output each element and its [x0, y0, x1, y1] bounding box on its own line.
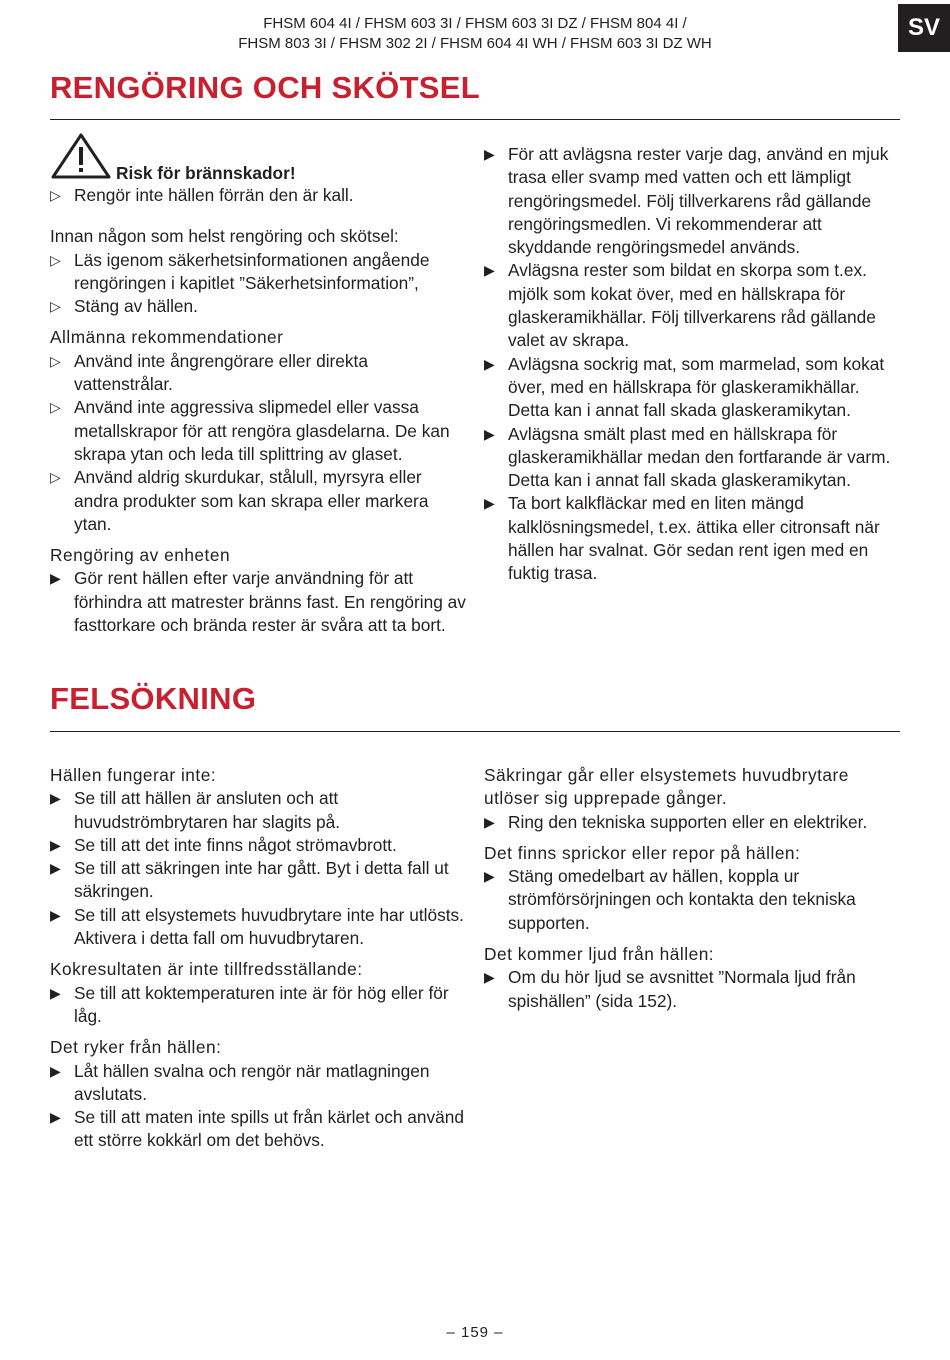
general-recommendations-list	[50, 350, 470, 536]
list-item: ▷ Läs igenom säkerhetsinformationen angående rengöringen i kapitlet ”Säkerhetsinformation”,	[50, 249, 470, 296]
troubleshooting-right-column	[484, 764, 902, 1013]
list-item: ▶ Se till att maten inte spills ut från kärlet och använd ett större kokkärl om det behövs.	[50, 1106, 470, 1153]
list-item: ▶ Låt hällen svalna och rengör när matlagningen avslutats.	[50, 1060, 470, 1107]
intro-list	[50, 249, 470, 319]
list-item: ▶ Stäng omedelbart av hällen, koppla ur strömförsörjningen och kontakta den tekniska supporten.	[484, 865, 902, 935]
problem-list	[484, 811, 902, 834]
list-item: ▶ Ring den tekniska supporten eller en elektriker.	[484, 811, 902, 834]
model-list	[190, 14, 760, 54]
list-item: ▶ Se till att det inte finns något strömavbrott.	[50, 834, 470, 857]
problem-heading: Det finns sprickor eller repor på hällen:	[484, 842, 801, 863]
section-divider	[50, 731, 900, 732]
section-title-troubleshooting: FELSÖKNING	[50, 681, 257, 716]
problem-heading: Kokresultaten är inte tillfredsställande:	[50, 959, 363, 980]
problem-list	[50, 982, 470, 1029]
list-item: ▶ Gör rent hällen efter varje användning för att förhindra att matrester bränns fast. En rengöring av fasttorkare och brända rester är svåra att ta bort.	[50, 567, 470, 637]
troubleshooting-left-column	[50, 764, 470, 1153]
section-divider	[50, 119, 900, 120]
model-list-line-2: FHSM 803 3I / FHSM 302 2I / FHSM 604 4I WH / FHSM 603 3I DZ WH	[238, 35, 712, 52]
section-title-cleaning: RENGÖRING OCH SKÖTSEL	[50, 70, 480, 105]
list-item: ▶ Om du hör ljud se avsnittet ”Normala ljud från spishällen” (sida 152).	[484, 966, 902, 1013]
problem-list	[484, 966, 902, 1013]
intro-text: Innan någon som helst rengöring och skötsel:	[50, 226, 399, 247]
problem-list	[484, 865, 902, 935]
general-recommendations-heading: Allmänna rekommendationer	[50, 327, 284, 348]
list-item: ▶ Avlägsna sockrig mat, som marmelad, som kokat över, med en hällskrapa för glaskeramikhällar. Detta kan i annat fall skada glaskeramikytan.	[484, 353, 902, 423]
list-item: ▶ Avlägsna rester som bildat en skorpa som t.ex. mjölk som kokat över, med en hällskrapa för glaskeramikhällar. Följ tillverkarens råd gällande valet av skrapa.	[484, 259, 902, 352]
warning-block	[50, 132, 470, 184]
warning-title: Risk för brännskador!	[116, 163, 296, 183]
problem-list	[50, 787, 470, 950]
list-item: ▷ Stäng av hällen.	[50, 295, 470, 318]
model-list-line-1: FHSM 604 4I / FHSM 603 3I / FHSM 603 3I DZ / FHSM 804 4I /	[263, 15, 687, 32]
problem-heading: Det ryker från hällen:	[50, 1037, 222, 1058]
list-item: ▶ Ta bort kalkfläckar med en liten mängd kalklösningsmedel, t.ex. ättika eller citronsaft när hällen har svalnat. Gör sedan rent igen med en fuktig trasa.	[484, 492, 902, 585]
cleaning-steps-list	[484, 143, 902, 586]
language-badge: SV	[898, 4, 950, 52]
cleaning-unit-list	[50, 567, 470, 637]
list-item: ▷ Använd inte aggressiva slipmedel eller vassa metallskrapor för att rengöra glasdelarna. De kan skrapa ytan och leda till splittring av glaset.	[50, 396, 470, 466]
page-number: – 159 –	[446, 1324, 504, 1341]
list-item: ▶ Se till att koktemperaturen inte är för hög eller för låg.	[50, 982, 470, 1029]
warning-list	[50, 184, 470, 207]
list-item: ▷ Använd aldrig skurdukar, stålull, myrsyra eller andra produkter som kan skrapa eller markera ytan.	[50, 466, 470, 536]
list-item: ▶ Se till att elsystemets huvudbrytare inte har utlösts. Aktivera i detta fall om huvudbrytaren.	[50, 904, 470, 951]
warning-triangle-icon	[50, 132, 112, 180]
cleaning-unit-heading: Rengöring av enheten	[50, 545, 231, 566]
list-item: ▶ Se till att hällen är ansluten och att huvudströmbrytaren har slagits på.	[50, 787, 470, 834]
cleaning-right-column	[484, 143, 902, 586]
list-item: ▶ För att avlägsna rester varje dag, använd en mjuk trasa eller svamp med vatten och ett lämpligt rengöringsmedel. Följ tillverkarens råd gällande rengöringsmedlen. Vi rekommenderar att skyddande rengöringsmedel används.	[484, 143, 902, 259]
list-item: ▷ Rengör inte hällen förrän den är kall.	[50, 184, 470, 207]
list-item: ▶ Se till att säkringen inte har gått. Byt i detta fall ut säkringen.	[50, 857, 470, 904]
list-item: ▷ Använd inte ångrengörare eller direkta vattenstrålar.	[50, 350, 470, 397]
problem-heading: Det kommer ljud från hällen:	[484, 944, 715, 965]
problem-heading: Hällen fungerar inte:	[50, 765, 217, 785]
problem-list	[50, 1060, 470, 1153]
list-item: ▶ Avlägsna smält plast med en hällskrapa för glaskeramikhällar medan den fortfarande är varm. Detta kan i annat fall skada glaskeramikytan.	[484, 423, 902, 493]
cleaning-left-column	[50, 132, 470, 637]
problem-heading: Säkringar går eller elsystemets huvudbrytare utlöser sig upprepade gånger.	[484, 765, 849, 809]
